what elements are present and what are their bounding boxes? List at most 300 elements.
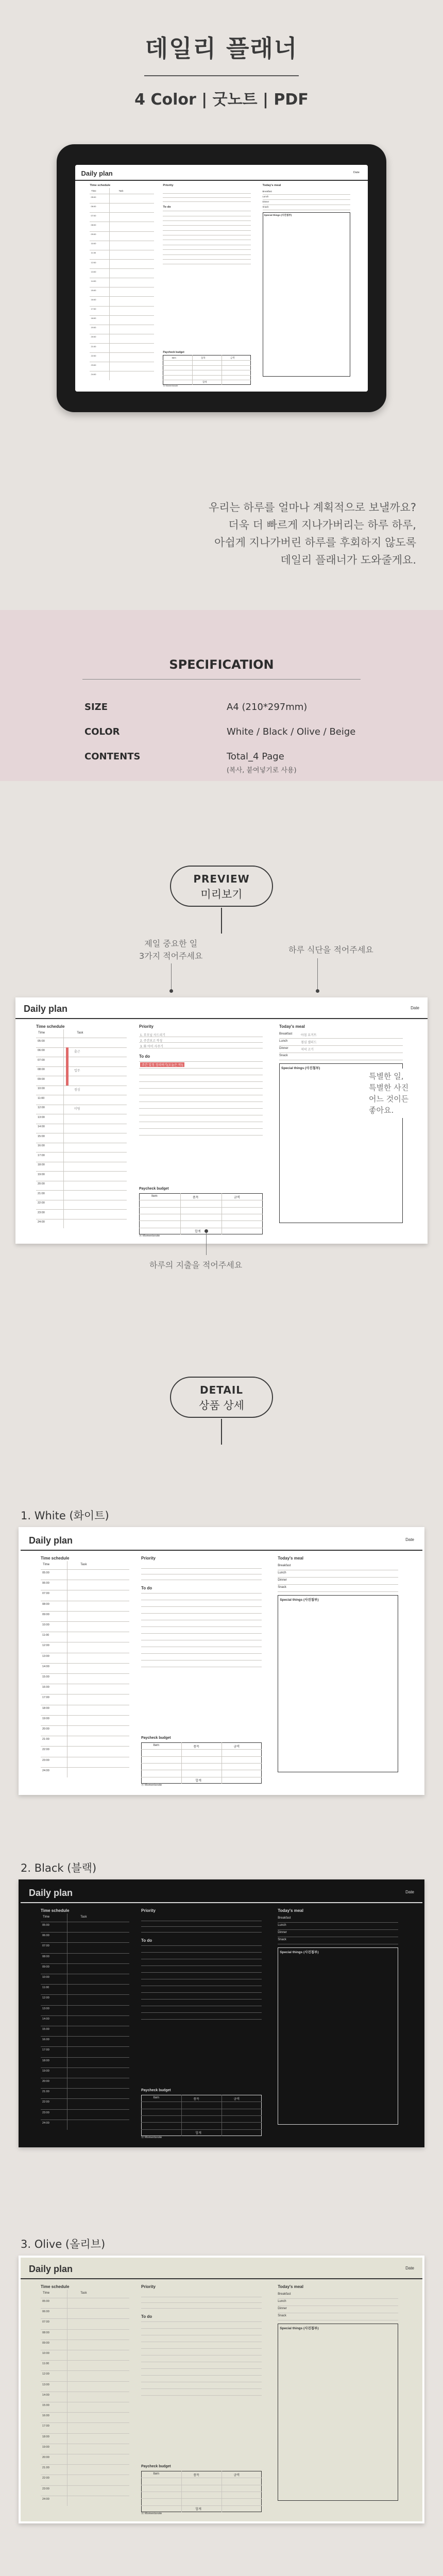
hour-label: 14:00 <box>42 1665 49 1668</box>
hour-label: 22:00 <box>42 2100 49 2104</box>
meal-label: Dinner <box>278 2307 287 2310</box>
todo-line <box>139 1128 263 1129</box>
schedule-row-line <box>41 1621 129 1622</box>
hour-label: 05:00 <box>91 195 96 198</box>
priority-title: Priority <box>139 1024 154 1029</box>
connector-dot <box>316 989 319 993</box>
hour-label: 17:00 <box>42 2425 49 2428</box>
planner-header-rule <box>15 1018 428 1019</box>
todo-line <box>141 2019 262 2020</box>
priority-handwriting: 3. 화 아이 사주기 <box>140 1045 163 1048</box>
budget-col-header: 금액 <box>234 1196 240 1199</box>
connector-budget <box>206 1231 207 1255</box>
hour-label: 09:00 <box>38 1077 45 1081</box>
hour-label: 15:00 <box>42 1675 49 1679</box>
hour-label: 23:00 <box>38 1211 45 1214</box>
meal-title: Today's meal <box>278 1556 303 1561</box>
hour-label: 21:00 <box>42 1738 49 1741</box>
hour-label: 24:00 <box>38 1221 45 1224</box>
todo-line <box>139 1081 263 1082</box>
meal-label: Lunch <box>279 1040 288 1043</box>
meal-label: Snack <box>278 2314 286 2317</box>
budget-sum-label: 합계 <box>195 1780 201 1783</box>
hour-label: 18:00 <box>38 1163 45 1167</box>
todo-line <box>139 1101 263 1102</box>
schedule-row-line <box>36 1047 127 1048</box>
special-things-title: Special things (사진첨부) <box>281 1066 320 1070</box>
intro-line: 데일리 플래너가 도와줄게요. <box>280 554 416 566</box>
todo-line <box>141 1613 262 1614</box>
priority-title: Priority <box>141 2284 156 2289</box>
hour-label: 18:00 <box>42 2059 49 2062</box>
meal-handwriting: 아침 요거트 <box>301 1034 317 1037</box>
budget-col-header: 금액 <box>233 1745 240 1749</box>
priority-handwriting: 1. 부모님 사드리기 <box>140 1034 165 1037</box>
hour-label: 22:00 <box>42 1748 49 1752</box>
hour-label: 21:00 <box>38 1192 45 1195</box>
hour-label: 11:00 <box>42 1634 49 1637</box>
detail-pill-connector <box>221 1419 222 1445</box>
connector-priority <box>171 963 172 990</box>
hour-label: 20:00 <box>42 1727 49 1731</box>
meal-label: Snack <box>278 1938 286 1941</box>
hour-label: 15:00 <box>42 2028 49 2031</box>
detail-pill-en: DETAIL <box>199 1384 244 1396</box>
planner-page <box>21 1529 422 1793</box>
priority-line <box>141 2302 262 2303</box>
schedule-row-line <box>41 1611 129 1612</box>
special-things-box <box>278 2324 398 2501</box>
meal-label: Breakfast <box>262 190 272 193</box>
planner-page <box>21 2258 422 2521</box>
schedule-row-line <box>41 1932 129 1933</box>
planner-brand: Ⓜ Momentsnote <box>141 1784 162 1787</box>
schedule-row-line <box>41 1673 129 1674</box>
hour-label: 17:00 <box>42 1696 49 1700</box>
schedule-row-line <box>41 1663 129 1664</box>
todo-line <box>139 1135 263 1136</box>
budget-col-header: 금액 <box>230 356 235 359</box>
hour-label: 09:00 <box>91 233 96 236</box>
variant-frame-black <box>19 1879 424 2147</box>
todo-line <box>141 2368 262 2369</box>
hour-label: 09:00 <box>42 2341 49 2345</box>
todo-line <box>141 2012 262 2013</box>
schedule-row-line <box>90 306 154 307</box>
meal-title: Today's meal <box>278 2284 303 2289</box>
meal-label: Dinner <box>279 1047 288 1050</box>
hour-label: 15:00 <box>42 2404 49 2408</box>
meal-line <box>278 1929 398 1930</box>
planner-title: Daily plan <box>29 1535 73 1546</box>
budget-row-line <box>141 2505 262 2506</box>
meal-line <box>278 2298 398 2299</box>
hour-label: 13:00 <box>42 2007 49 2010</box>
hour-label: 16:00 <box>91 298 96 301</box>
hour-label: 13:00 <box>42 1654 49 1658</box>
planner-title: Daily plan <box>24 1004 68 1014</box>
schedule-row-line <box>90 343 154 344</box>
priority-line <box>141 2308 262 2309</box>
meal-line <box>279 1038 403 1039</box>
planner-header-rule <box>21 1550 422 1551</box>
todo-line <box>141 1633 262 1634</box>
todo-title: To do <box>141 2314 152 2319</box>
budget-title: Paycheck budget <box>141 2465 171 2468</box>
hour-label: 08:00 <box>42 1602 49 1606</box>
schedule-row-line <box>41 1994 129 1995</box>
hour-label: 08:00 <box>38 1068 45 1072</box>
note-line: 3가지 적어주세요 <box>139 951 203 961</box>
schedule-row-line <box>41 2046 129 2047</box>
planner-brand: Ⓜ Momentsnote <box>163 384 178 387</box>
hour-label: 23:00 <box>42 2487 49 2490</box>
hour-label: 12:00 <box>42 1644 49 1648</box>
schedule-row-line <box>90 315 154 316</box>
schedule-row-line <box>41 2098 129 2099</box>
title-divider <box>144 75 299 76</box>
budget-col-header: 금액 <box>233 2098 240 2101</box>
note-special <box>366 1069 412 1118</box>
todo-line <box>141 2395 262 2396</box>
time-column-header: Time <box>38 1031 45 1035</box>
todo-line <box>141 1945 262 1946</box>
meal-line <box>278 1922 398 1923</box>
planner-page <box>15 997 428 1244</box>
time-column-header: Time <box>43 2292 50 2295</box>
schedule-row-line <box>41 2381 129 2382</box>
budget-row-line <box>141 2115 262 2116</box>
hour-label: 06:00 <box>42 2310 49 2314</box>
time-divider <box>63 1029 64 1228</box>
intro-line: 우리는 하루를 얼마나 계획적으로 보낼까요? <box>209 501 416 514</box>
schedule-row-line <box>41 2370 129 2371</box>
time-schedule-title: Time schedule <box>41 2284 70 2289</box>
hour-label: 21:00 <box>91 345 96 348</box>
connector-dot <box>169 989 173 993</box>
schedule-row-line <box>41 2109 129 2110</box>
schedule-row-line <box>41 2015 129 2016</box>
hour-label: 20:00 <box>91 335 96 338</box>
hour-label: 17:00 <box>91 308 96 311</box>
todo-line <box>163 225 250 226</box>
variant-title-black: 2. Black (블랙) <box>21 1862 97 1874</box>
hour-label: 09:00 <box>42 1613 49 1616</box>
time-divider <box>109 188 110 381</box>
todo-line <box>139 1108 263 1109</box>
planner-page <box>21 1882 422 2145</box>
hour-label: 06:00 <box>42 1582 49 1585</box>
budget-col-header: 품목 <box>193 2474 199 2477</box>
planner-date-label: Date <box>353 171 360 174</box>
planner-title: Daily plan <box>29 2264 73 2274</box>
preview-pill-ko: 미리보기 <box>200 888 243 901</box>
hour-label: 21:00 <box>42 2466 49 2470</box>
schedule-row-line <box>41 2308 129 2309</box>
todo-line <box>141 1972 262 1973</box>
priority-handwriting: 2. 주간보고 작성 <box>140 1040 163 1043</box>
schedule-row-line <box>41 2005 129 2006</box>
meal-label: Breakfast <box>279 1032 293 1036</box>
todo-line <box>139 1061 263 1062</box>
schedule-handwriting: 점심 <box>74 1089 80 1092</box>
todo-line <box>163 259 250 260</box>
planner-date-label: Date <box>411 1006 419 1010</box>
note-line: 하루의 지출을 적어주세요 <box>149 1260 243 1270</box>
budget-sum-label: 합계 <box>195 2508 201 2511</box>
budget-col-header: 품목 <box>201 356 206 359</box>
task-column-header: Task <box>80 1563 87 1566</box>
special-things-box <box>278 1947 398 2125</box>
note-line: 특별한 사진 <box>369 1083 409 1092</box>
tablet-mockup <box>57 144 386 412</box>
hour-label: 24:00 <box>91 372 96 376</box>
preview-pill-connector <box>221 908 222 934</box>
hour-label: 21:00 <box>42 2090 49 2094</box>
hour-label: 06:00 <box>91 205 96 208</box>
todo-line <box>141 1992 262 1993</box>
special-things-title: Special things (사진첨부) <box>264 214 292 217</box>
budget-row-line <box>141 1756 262 1757</box>
meal-label: Snack <box>278 1586 286 1589</box>
todo-title: To do <box>163 206 171 209</box>
schedule-row-line <box>90 212 154 213</box>
budget-title: Paycheck budget <box>141 1736 171 1740</box>
note-line: 특별한 일, <box>369 1072 404 1081</box>
todo-line <box>141 1626 262 1627</box>
meal-line <box>263 199 350 200</box>
budget-row-line <box>141 2498 262 2499</box>
todo-highlight: 주간 일정 정리하기(오늘은 꼭!) <box>140 1062 184 1067</box>
planner-title: Daily plan <box>81 169 113 177</box>
schedule-row-line <box>41 2088 129 2089</box>
todo-line <box>141 1653 262 1654</box>
hour-label: 05:00 <box>38 1039 45 1043</box>
hour-label: 18:00 <box>42 2435 49 2438</box>
priority-title: Priority <box>141 1908 156 1913</box>
schedule-row-line <box>90 259 154 260</box>
task-column-header: Task <box>118 189 124 192</box>
priority-line <box>141 1932 262 1933</box>
todo-line <box>141 1593 262 1594</box>
schedule-row-line <box>41 1767 129 1768</box>
hour-label: 12:00 <box>38 1106 45 1110</box>
hour-label: 22:00 <box>91 354 96 357</box>
priority-title: Priority <box>163 184 174 188</box>
planner-date-label: Date <box>405 2266 414 2270</box>
hour-label: 08:00 <box>42 1955 49 1958</box>
intro-line: 더욱 더 빠르게 지나가버리는 하루 하루, <box>228 519 416 531</box>
time-column-header: Time <box>43 1563 50 1566</box>
meal-label: Dinner <box>262 200 269 204</box>
budget-sum-label: 합계 <box>195 1230 201 1233</box>
todo-title: To do <box>139 1054 150 1059</box>
schedule-row-line <box>41 2318 129 2319</box>
schedule-row-line <box>41 1715 129 1716</box>
hour-label: 19:00 <box>91 326 96 329</box>
hour-label: 14:00 <box>38 1125 45 1129</box>
todo-line <box>163 249 250 250</box>
meal-title: Today's meal <box>262 184 281 188</box>
hour-label: 13:00 <box>42 2383 49 2386</box>
budget-row-line <box>139 1207 263 1208</box>
hour-label: 20:00 <box>42 2080 49 2083</box>
spec-value-contents: Total_4 Page <box>227 751 284 762</box>
hour-label: 24:00 <box>42 2497 49 2501</box>
schedule-row-line <box>36 1209 127 1210</box>
hour-label: 23:00 <box>42 2111 49 2114</box>
schedule-row-line <box>90 203 154 204</box>
note-budget <box>149 1259 242 1272</box>
priority-line <box>163 197 250 198</box>
schedule-row-line <box>41 1963 129 1964</box>
special-things-title: Special things (사진첨부) <box>280 2327 319 2330</box>
budget-title: Paycheck budget <box>139 1187 169 1191</box>
budget-col-header: 금액 <box>233 2474 240 2477</box>
spec-title: SPECIFICATION <box>169 657 274 672</box>
hour-label: 12:00 <box>42 2372 49 2376</box>
note-line: 좋아요. <box>369 1106 394 1115</box>
meal-label: Dinner <box>278 1931 287 1934</box>
schedule-row-line <box>41 1942 129 1943</box>
intro-text <box>209 499 416 569</box>
schedule-row-line <box>90 296 154 297</box>
hour-label: 23:00 <box>42 1758 49 1762</box>
time-schedule-title: Time schedule <box>41 1556 70 1561</box>
hour-label: 17:00 <box>38 1154 45 1157</box>
hour-label: 15:00 <box>91 289 96 292</box>
preview-frame <box>15 997 428 1244</box>
budget-row-line <box>163 365 250 366</box>
tablet-screen <box>75 165 368 392</box>
schedule-row-line <box>41 2422 129 2423</box>
planner-date-label: Date <box>405 1890 414 1894</box>
page-title: 데일리 플래너 <box>145 35 298 62</box>
meal-handwriting: 점심 샐러드 <box>301 1041 317 1044</box>
todo-line <box>141 2375 262 2376</box>
planner-brand: Ⓜ Momentsnote <box>139 1234 160 1238</box>
priority-title: Priority <box>141 1556 156 1561</box>
hour-label: 18:00 <box>91 317 96 320</box>
meal-line <box>278 1591 398 1592</box>
special-things-box <box>278 1595 398 1772</box>
budget-col-header: Item <box>153 2096 160 2099</box>
time-column-header: Time <box>91 189 96 192</box>
hour-label: 16:00 <box>42 1686 49 1689</box>
todo-line <box>141 2348 262 2349</box>
hour-label: 20:00 <box>42 2456 49 2460</box>
hour-label: 07:00 <box>38 1058 45 1062</box>
hour-label: 07:00 <box>42 2320 49 2324</box>
spec-divider <box>82 679 361 680</box>
schedule-handwriting: 출근 <box>74 1050 80 1054</box>
hour-label: 12:00 <box>42 1996 49 2000</box>
connector-dot <box>205 1229 208 1233</box>
preview-pill-en: PREVIEW <box>193 873 250 885</box>
meal-label: Breakfast <box>278 1564 291 1567</box>
task-column-header: Task <box>80 1916 87 1919</box>
hour-label: 18:00 <box>42 1706 49 1710</box>
todo-line <box>141 1952 262 1953</box>
todo-title: To do <box>141 1938 152 1943</box>
budget-col-header: 품목 <box>193 2098 199 2101</box>
hour-label: 16:00 <box>42 2038 49 2042</box>
budget-sum-label: 합계 <box>195 2132 201 2135</box>
planner-brand: Ⓜ Momentsnote <box>141 2136 162 2139</box>
budget-col-header: Item <box>153 2472 160 2476</box>
meal-label: Breakfast <box>278 1917 291 1920</box>
variant-title-white: 1. White (화이트) <box>21 1510 109 1522</box>
hour-label: 11:00 <box>42 2362 49 2366</box>
todo-line <box>139 1088 263 1089</box>
specification-section <box>0 610 443 781</box>
variant-title-olive: 3. Olive (올리브) <box>21 2238 106 2250</box>
special-things-title: Special things (사진첨부) <box>280 1951 319 1954</box>
planner-header-rule <box>75 180 368 181</box>
planner-brand: Ⓜ Momentsnote <box>141 2512 162 2515</box>
meal-line <box>278 1577 398 1578</box>
schedule-row-line <box>41 1953 129 1954</box>
hour-label: 19:00 <box>38 1173 45 1176</box>
special-things-title: Special things (사진첨부) <box>280 1598 319 1602</box>
todo-line <box>141 1606 262 1607</box>
time-schedule-title: Time schedule <box>41 1908 70 1913</box>
schedule-row-line <box>41 2433 129 2434</box>
schedule-handwriting: 미팅 <box>74 1108 80 1111</box>
planner-date-label: Date <box>405 1537 414 1542</box>
spec-label-contents: CONTENTS <box>84 751 141 762</box>
meal-label: Dinner <box>278 1579 287 1582</box>
meal-line <box>279 1045 403 1046</box>
schedule-row-line <box>36 1171 127 1172</box>
hour-label: 05:00 <box>42 2300 49 2303</box>
hour-label: 10:00 <box>38 1087 45 1091</box>
hour-label: 10:00 <box>91 242 96 245</box>
schedule-row-line <box>41 1569 129 1570</box>
task-column-header: Task <box>77 1031 83 1035</box>
budget-row-line <box>163 375 250 376</box>
todo-line <box>141 2321 262 2322</box>
budget-row-line <box>141 1749 262 1750</box>
budget-row-line <box>141 2122 262 2123</box>
note-line: 하루 식단을 적어주세요 <box>288 945 373 955</box>
intro-line: 아쉽게 지나가버린 하루를 후회하지 않도록 <box>214 536 416 549</box>
meal-line <box>263 194 350 195</box>
meal-handwriting: 저녁 고기 <box>301 1048 314 1052</box>
schedule-row-line <box>90 268 154 269</box>
schedule-row-line <box>41 2036 129 2037</box>
priority-line <box>163 193 250 194</box>
hour-label: 23:00 <box>91 363 96 366</box>
hour-label: 05:00 <box>42 1571 49 1575</box>
schedule-row-line <box>41 2067 129 2068</box>
priority-line <box>141 1568 262 1569</box>
hour-label: 09:00 <box>42 1965 49 1969</box>
budget-row-line <box>141 1763 262 1764</box>
spec-contents-note: (복사, 붙여넣기로 사용) <box>227 767 297 774</box>
schedule-row-line <box>36 1152 127 1153</box>
schedule-row-line <box>41 1746 129 1747</box>
detail-pill <box>170 1377 273 1418</box>
connector-meal <box>317 958 318 990</box>
time-schedule-title: Time schedule <box>36 1024 65 1029</box>
hour-label: 12:00 <box>91 261 96 264</box>
hour-label: 10:00 <box>42 2352 49 2355</box>
todo-title: To do <box>141 1586 152 1590</box>
planner-page <box>75 165 368 392</box>
spec-value-color: White / Black / Olive / Beige <box>227 726 356 737</box>
budget-col-header: 품목 <box>193 1745 199 1749</box>
